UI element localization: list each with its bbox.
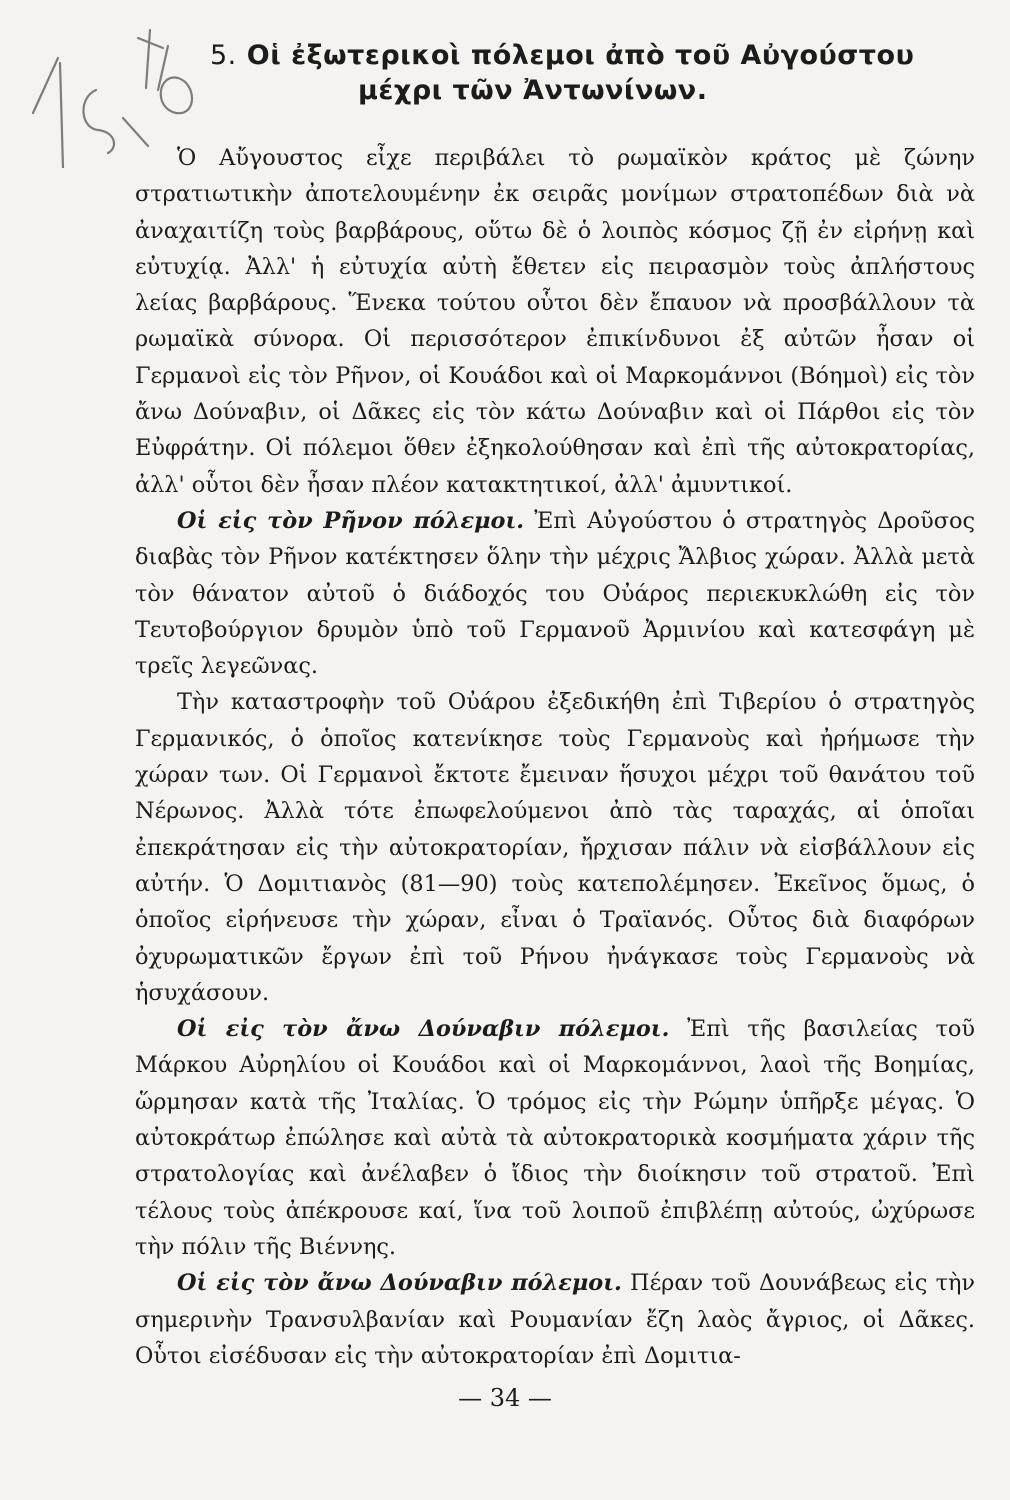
subheading-upper-danube-wars: Οἱ εἰς τὸν ἄνω Δούναβιν πόλεμοι. <box>177 1016 670 1043</box>
paragraph-2 <box>135 503 975 684</box>
paragraph-5-text: Πέραν τοῦ Δουνάβεως εἰς τὴν σημερινὴν Τρανσυλβανίαν καὶ Ρουμανίαν ἔζη λαὸς ἄγριος, οἱ Δᾶκες. Οὗτοι εἰσέδυσαν εἰς τὴν αὐτοκρατορίαν ἐπὶ Δομιτια- <box>135 1270 975 1369</box>
paragraph-3-text: Τὴν καταστροφὴν τοῦ Οὐάρου ἐξεδικήθη ἐπὶ Τιβερίου ὁ στρατηγὸς Γερμανικός, ὁ ὁποῖος κατενίκησε τοὺς Γερμανοὺς καὶ ἠρήμωσε τὴν χώραν των. Οἱ Γερμανοὶ ἔκτοτε ἔμειναν ἥσυχοι μέχρι τοῦ θανάτου τοῦ Νέρωνος. Ἀλλὰ τότε ἐπωφελούμενοι ἀπὸ τὰς ταραχάς, αἱ ὁποῖαι ἐπεκράτησαν εἰς τὴν αὐτοκρατορίαν, ἤρχισαν πάλιν νὰ εἰσβάλλουν εἰς αὐτήν. Ὁ Δομιτιανὸς (81—90) τοὺς κατεπολέμησεν. Ἐκεῖνος ὅμως, ὁ ὁποῖος εἰρήνευσε τὴν χώραν, εἶναι ὁ Τραϊανός. Οὗτος διὰ διαφόρων ὀχυρωματικῶν ἔργων ἐπὶ τοῦ Ρήνου ἠνάγκασε τοὺς Γερμανοὺς νὰ ἡσυχάσουν. <box>135 689 975 1006</box>
section-number: 5. <box>210 40 237 71</box>
page-number: — 34 — <box>458 1384 552 1412</box>
heading-line-1 <box>210 40 970 71</box>
paragraph-5 <box>135 1265 975 1374</box>
paragraph-4 <box>135 1011 975 1265</box>
paragraph-4-text: Ἐπὶ τῆς βασιλείας τοῦ Μάρκου Αὐρηλίου οἱ Κουάδοι καὶ οἱ Μαρκομάννοι, λαοὶ τῆς Βοημίας, ὥρμησαν κατὰ τῆς Ἰταλίας. Ὁ τρόμος εἰς τὴν Ρώμην ὑπῆρξε μέγας. Ὁ αὐτοκράτωρ ἐπώλησε καὶ αὐτὰ τὰ αὐτοκρατορικὰ κοσμήματα χάριν τῆς στρατολογίας καὶ ἀνέλαβεν ὁ ἴδιος τὴν διοίκησιν τοῦ στρατοῦ. Ἐπὶ τέλους τοὺς ἀπέκρουσε καί, ἵνα τοῦ λοιποῦ ἐπιβλέπῃ αὐτούς, ὠχύρωσε τὴν πόλιν τῆς Βιέννης. <box>135 1016 975 1260</box>
heading-text-1: Οἱ ἐξωτερικοὶ πόλεμοι ἀπὸ τοῦ Αὐγούστου <box>246 40 915 71</box>
paragraph-3 <box>135 684 975 1011</box>
heading-line-2: μέχρι τῶν Ἀντωνίνων. <box>358 75 708 106</box>
body-text <box>135 140 975 1374</box>
paragraph-2-text: Ἐπὶ Αὐγούστου ὁ στρατηγὸς Δροῦσος διαβὰς τὸν Ρῆνον κατέκτησεν ὅλην τὴν μέχρις Ἄλβιος χώραν. Ἀλλὰ μετὰ τὸν θάνατον αὐτοῦ ὁ διάδοχός του Οὐάρος περιεκυκλώθη εἰς τὸν Τευτοβούργιον δρυμὸν ὑπὸ τοῦ Γερμανοῦ Ἀρμινίου καὶ κατεσφάγη μὲ τρεῖς λεγεῶνας. <box>135 507 976 680</box>
subheading-rhine-wars: Οἱ εἰς τὸν Ρῆνον πόλεμοι. <box>177 507 525 534</box>
section-heading <box>210 40 970 106</box>
paragraph-1-text: Ὁ Αὔγουστος εἶχε περιβάλει τὸ ρωμαϊκὸν κράτος μὲ ζώνην στρατιωτικὴν ἀποτελουμένην ἐκ σειρᾶς μονίμων στρατοπέδων διὰ νὰ ἀναχαιτίζη τοὺς βαρβάρους, οὕτω δὲ ὁ λοιπὸς κόσμος ζῇ ἐν εἰρήνῃ καὶ εὐτυχίᾳ. Ἀλλ' ἡ εὐτυχία αὐτὴ ἔθετεν εἰς πειρασμὸν τοὺς ἀπλήστους λείας βαρβάρους. Ἕνεκα τούτου οὗτοι δὲν ἔπαυον νὰ προσβάλλουν τὰ ρωμαϊκὰ σύνορα. Οἱ περισσότερον ἐπικίνδυνοι ἐξ αὐτῶν ἦσαν οἱ Γερμανοὶ εἰς τὸν Ρῆνον, οἱ Κουάδοι καὶ οἱ Μαρκομάννοι (Βόημοὶ) εἰς τὸν ἄνω Δούναβιν, οἱ Δᾶκες εἰς τὸν κάτω Δούναβιν καὶ οἱ Πάρθοι εἰς τὸν Εὐφράτην. Οἱ πόλεμοι ὅθεν ἐξηκολούθησαν καὶ ἐπὶ τῆς αὐτοκρατορίας, ἀλλ' οὗτοι δὲν ἦσαν πλέον κατακτητικοί, ἀλλ' ἀμυντικοί. <box>135 145 975 498</box>
subheading-lower-danube-wars: Οἱ εἰς τὸν ἄνω Δούναβιν πόλεμοι. <box>177 1270 622 1297</box>
paragraph-1 <box>135 140 975 503</box>
